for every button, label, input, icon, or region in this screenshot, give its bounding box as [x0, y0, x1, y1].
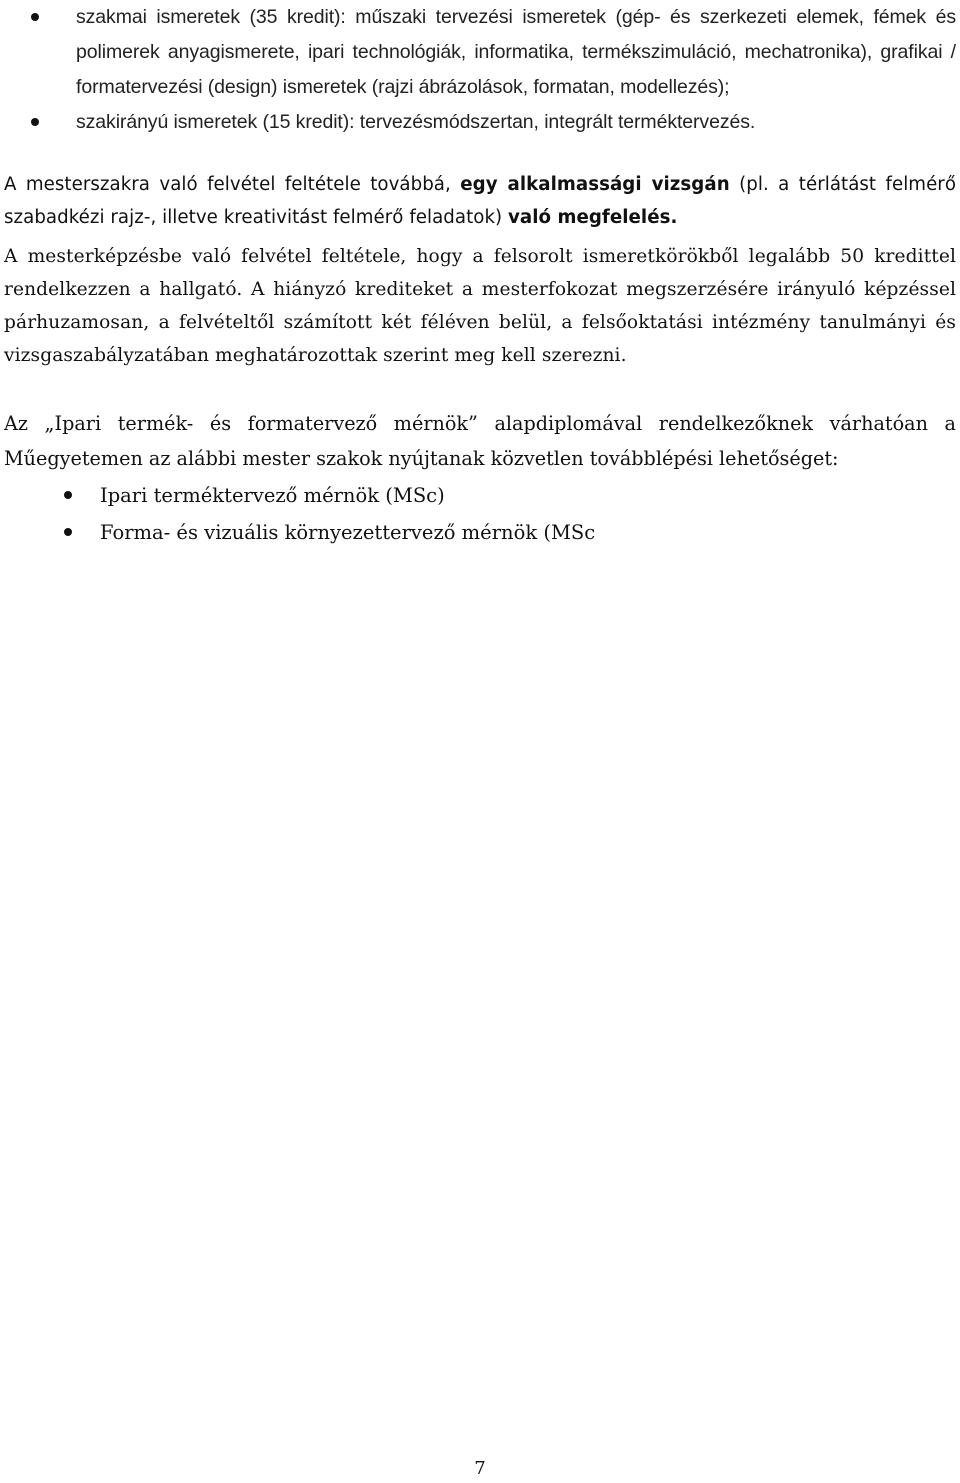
list-item-text: szakirányú ismeretek (15 kredit): tervezésmódszertan, integrált terméktervezés. — [76, 111, 756, 133]
bullet-icon — [31, 13, 39, 21]
paragraph-text: A mesterszakra való felvétel feltétele továbbá, — [4, 174, 461, 195]
paragraph-text: (pl. a térlátást felmérő szabadkézi rajz-, illetve kreativitást felmérő feladatok) — [4, 174, 957, 228]
emphasis-text: egy alkalmassági vizsgán — [460, 174, 730, 195]
bullet-icon — [31, 118, 39, 126]
bullet-icon — [64, 528, 72, 536]
continuation-paragraph: Az „Ipari termék- és formatervező mérnök” alapdiplomával rendelkezőknek várhatóan a Műegyetemen az alábbi mester szakok nyújtanak közvetlen továbblépési lehetőséget: — [4, 412, 956, 470]
list-item — [0, 105, 960, 140]
aptitude-test-paragraph — [4, 168, 956, 234]
list-item — [0, 477, 960, 514]
list-item — [0, 0, 960, 105]
list-item-text: Ipari terméktervező mérnök (MSc) — [100, 484, 445, 507]
credit-requirement-paragraph: A mesterképzésbe való felvétel feltétele, hogy a felsorolt ismeretkörökből legalább 50 kredittel rendelkezzen a hallgató. A hiányzó krediteket a mesterfokozat megszerzésére irányuló képzéssel párhuzamosan, a felvételtől számított két féléven belül, a felsőoktatási intézmény tanulmányi és vizsgaszabályzatában meghatározottak szerint meg kell szerezni. — [4, 246, 956, 366]
page-number: 7 — [474, 1458, 486, 1479]
master-programs-list — [0, 477, 960, 551]
list-item-text: szakmai ismeretek (35 kredit): műszaki tervezési ismeretek (gép- és szerkezeti elemek, fémek és polimerek anyagismerete, ipari technológiák, informatika, termékszimuláció, mechatronika), grafikai / formatervezési (design) ismeretek (rajzi ábrázolások, formatan, modellezés); — [76, 6, 956, 98]
list-item-text: Forma- és vizuális környezettervező mérnök (MSc — [100, 521, 596, 544]
emphasis-text: való megfelelés. — [508, 207, 678, 228]
knowledge-requirements-list — [0, 0, 960, 140]
list-item — [0, 514, 960, 551]
bullet-icon — [64, 491, 72, 499]
